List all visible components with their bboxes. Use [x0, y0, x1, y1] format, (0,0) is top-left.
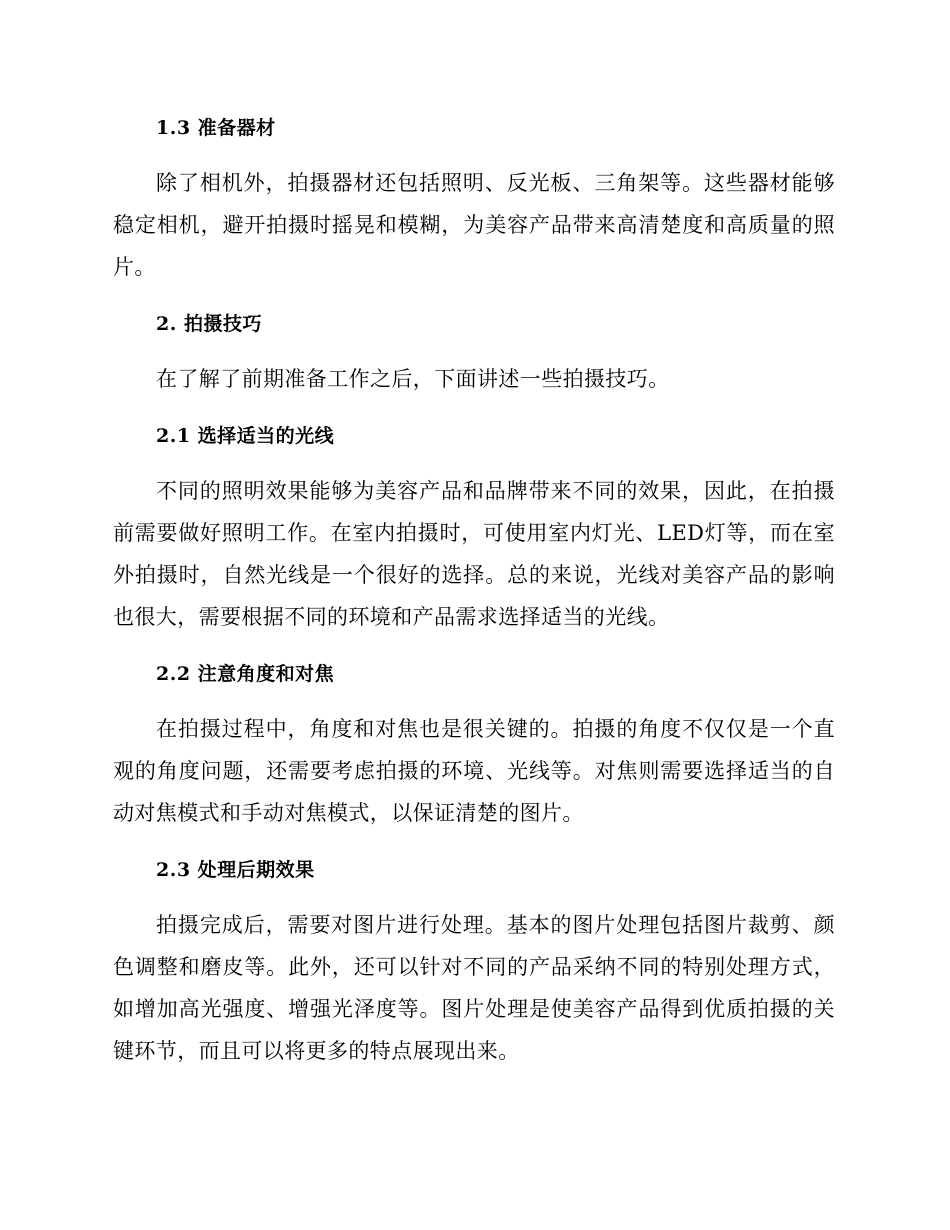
section-body-2-3: 拍摄完成后，需要对图片进行处理。基本的图片处理包括图片裁剪、颜色调整和磨皮等。此外，还可以针对不同的产品采纳不同的特别处理方式，如增加高光强度、增强光泽度等。图片处理是使美容产品得到优质拍摄的关键环节，而且可以将更多的特点展现出来。 [113, 913, 835, 1063]
section-body-2-1: 不同的照明效果能够为美容产品和品牌带来不同的效果，因此，在拍摄前需要做好照明工作。在室内拍摄时，可使用室内灯光、LED灯等，而在室外拍摄时，自然光线是一个很好的选择。总的来说，光线对美容产品的影响也很大，需要根据不同的环境和产品需求选择适当的光线。 [113, 479, 835, 629]
section-heading-2: 2. 拍摄技巧 [156, 313, 262, 335]
section-heading-2-2: 2.2 注意角度和对焦 [156, 663, 335, 685]
section-body-1-3: 除了相机外，拍摄器材还包括照明、反光板、三角架等。这些器材能够稳定相机，避开拍摄时摇晃和模糊，为美容产品带来高清楚度和高质量的照片。 [113, 171, 835, 279]
document-page [113, 108, 835, 1072]
section-body-2: 在了解了前期准备工作之后，下面讲述一些拍摄技巧。 [156, 367, 670, 391]
section-heading-1-3: 1.3 准备器材 [156, 117, 276, 139]
section-heading-2-1: 2.1 选择适当的光线 [156, 425, 335, 447]
section-body-2-2: 在拍摄过程中，角度和对焦也是很关键的。拍摄的角度不仅仅是一个直观的角度问题，还需要考虑拍摄的环境、光线等。对焦则需要选择适当的自动对焦模式和手动对焦模式，以保证清楚的图片。 [113, 717, 835, 825]
section-heading-2-3: 2.3 处理后期效果 [156, 859, 315, 881]
